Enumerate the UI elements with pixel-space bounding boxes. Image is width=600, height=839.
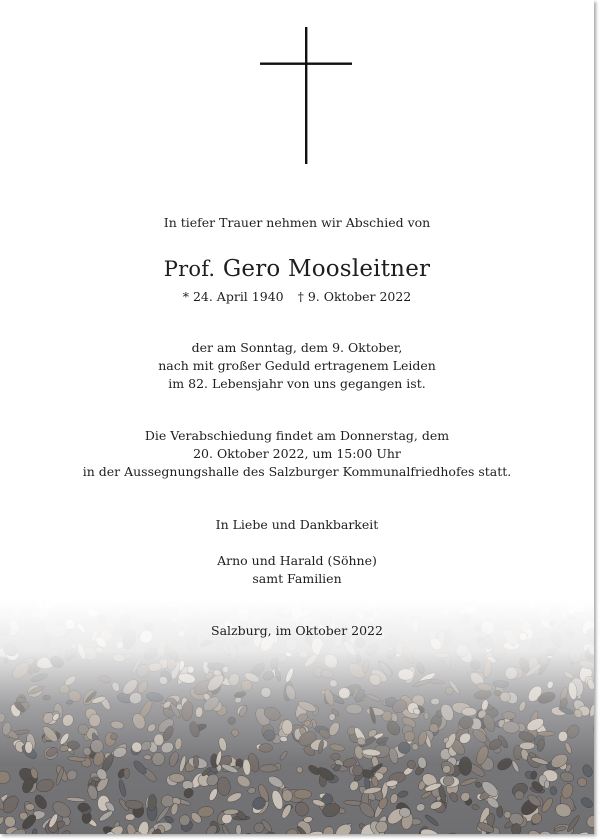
passing-line: nach mit großer Geduld ertragenem Leiden <box>158 358 436 373</box>
life-dates <box>0 289 594 304</box>
birth-date: * 24. April 1940 <box>182 289 284 304</box>
ceremony-line: in der Aussegnungshalle des Salzburger Kommunalfriedhofes statt. <box>82 464 512 479</box>
mourners-line: Arno und Harald (Söhne) <box>217 553 377 568</box>
death-date: † 9. Oktober 2022 <box>297 289 412 304</box>
mourners-line: samt Familien <box>252 571 342 586</box>
ceremony-text <box>0 427 594 481</box>
ceremony-line: Die Verabschiedung findet am Donnerstag, dem <box>144 428 450 443</box>
passing-line: der am Sonntag, dem 9. Oktober, <box>191 340 403 355</box>
passing-text <box>0 339 594 393</box>
place-date: Salzburg, im Oktober 2022 <box>211 623 383 638</box>
deceased-name <box>0 256 594 282</box>
ceremony-line: 20. Oktober 2022, um 15:00 Uhr <box>193 446 401 461</box>
intro-text: In tiefer Trauer nehmen wir Abschied von <box>163 215 431 230</box>
mourners-text <box>0 552 594 588</box>
latin-cross-icon <box>0 0 594 180</box>
academic-title: Prof. <box>163 257 216 281</box>
passing-line: im 82. Lebensjahr von uns gegangen ist. <box>168 376 426 391</box>
full-name: Gero Moosleitner <box>222 256 431 282</box>
closing-text: In Liebe und Dankbarkeit <box>215 517 379 532</box>
